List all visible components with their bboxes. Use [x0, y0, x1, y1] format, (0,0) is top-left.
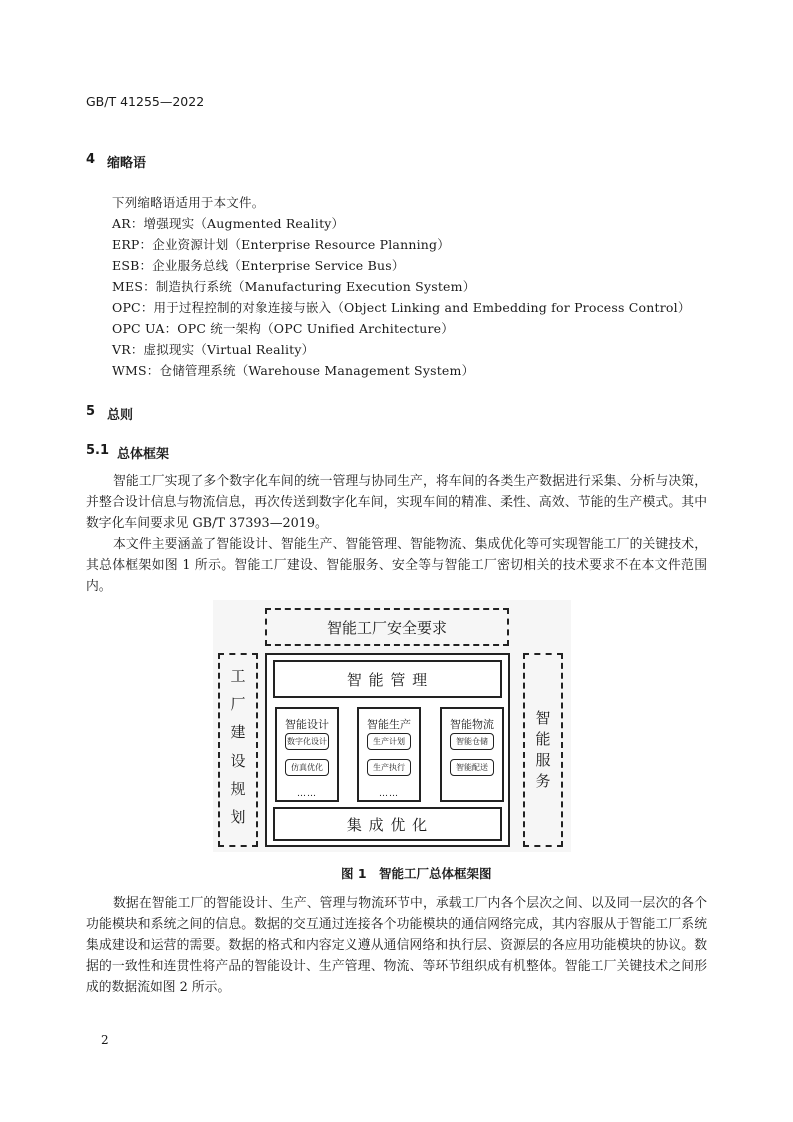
production-item: 生产计划	[367, 733, 411, 750]
design-ellipsis: ……	[297, 789, 317, 799]
design-item: 数字化设计	[285, 733, 329, 750]
section5-number: 5	[86, 404, 96, 419]
figure-caption-number: 图 1	[341, 866, 367, 881]
factory-planning-box	[218, 653, 258, 847]
section51-title: 总体框架	[117, 447, 170, 462]
smart-service-box	[523, 653, 563, 847]
design-title: 智能设计	[285, 718, 329, 731]
planning-char: 工	[230, 667, 246, 685]
abbr-line: ESB：企业服务总线（Enterprise Service Bus）	[112, 258, 405, 273]
smart-management-box	[273, 660, 502, 698]
core-frame	[265, 653, 510, 847]
framework-figure	[213, 600, 571, 852]
production-title: 智能生产	[367, 718, 411, 731]
security-requirements-box	[265, 608, 509, 646]
management-label: 智 能 管 理	[346, 670, 429, 689]
section4-intro: 下列缩略语适用于本文件。	[112, 195, 265, 210]
paragraph-scope: 本文件主要涵盖了智能设计、智能生产、智能管理、智能物流、集成优化等可实现智能工厂的关键技术，其总体框架如图 1 所示。智能工厂建设、智能服务、安全等与智能工厂密切相关的技术要求不在本文件范围内。	[86, 537, 707, 594]
smart-production-column	[357, 707, 421, 802]
section4-title: 缩略语	[107, 156, 147, 171]
abbr-line: OPC UA：OPC 统一架构（OPC Unified Architecture）	[112, 321, 454, 336]
abbr-line: AR：增强现实（Augmented Reality）	[112, 216, 345, 231]
figure-caption-text: 智能工厂总体框架图	[379, 866, 492, 881]
abbr-line: WMS：仓储管理系统（Warehouse Management System）	[112, 363, 475, 378]
paragraph-overview: 智能工厂实现了多个数字化车间的统一管理与协同生产，将车间的各类生产数据进行采集、分析与决策，并整合设计信息与物流信息，再次传送到数字化车间，实现车间的精准、柔性、高效、节能的生产模式。其中数字化车间要求见 GB/T 37393—2019。	[86, 474, 707, 531]
smart-logistics-column	[440, 707, 504, 802]
section4-number: 4	[86, 152, 96, 167]
design-item: 仿真优化	[285, 759, 329, 776]
production-ellipsis: ……	[379, 789, 399, 799]
abbr-line: OPC：用于过程控制的对象连接与嵌入（Object Linking and Embedding for Process Control）	[112, 300, 691, 315]
logistics-title: 智能物流	[450, 718, 494, 731]
paragraph-data-flow: 数据在智能工厂的智能设计、生产、管理与物流环节中，承载工厂内各个层次之间、以及同一层次的各个功能模块和系统之间的信息。数据的交互通过连接各个功能模块的通信网络完成，其内容服从于智能工厂系统集成建设和运营的需要。数据的格式和内容定义遵从通信网络和执行层、资源层的各应用功能模块的协议。数据的一致性和连贯性将产品的智能设计、生产管理、物流、等环节组织成有机整体。智能工厂关键技术之间形成的数据流如图 2 所示。	[86, 896, 707, 995]
service-char: 务	[535, 772, 551, 790]
service-char: 智	[535, 709, 551, 727]
logistics-item: 智能配送	[450, 759, 494, 776]
planning-char: 厂	[230, 695, 246, 714]
integration-label: 集 成 优 化	[346, 815, 429, 834]
service-char: 能	[535, 730, 551, 748]
standard-id: GB/T 41255—2022	[86, 94, 205, 109]
planning-char: 划	[230, 807, 246, 826]
planning-char: 规	[230, 779, 246, 798]
section5-title: 总则	[107, 408, 134, 423]
page-number: 2	[101, 1033, 109, 1047]
abbr-line: VR：虚拟现实（Virtual Reality）	[112, 342, 315, 357]
service-char: 服	[535, 751, 551, 769]
integration-optimization-box	[273, 807, 502, 841]
logistics-item: 智能仓储	[450, 733, 494, 750]
abbr-line: ERP：企业资源计划（Enterprise Resource Planning）	[112, 237, 450, 252]
section51-number: 5.1	[86, 443, 110, 458]
production-item: 生产执行	[367, 759, 411, 776]
smart-design-column	[275, 707, 339, 802]
abbr-line: MES：制造执行系统（Manufacturing Execution System）	[112, 279, 476, 294]
planning-char: 建	[230, 723, 246, 742]
security-label: 智能工厂安全要求	[326, 618, 447, 637]
planning-char: 设	[230, 751, 246, 770]
